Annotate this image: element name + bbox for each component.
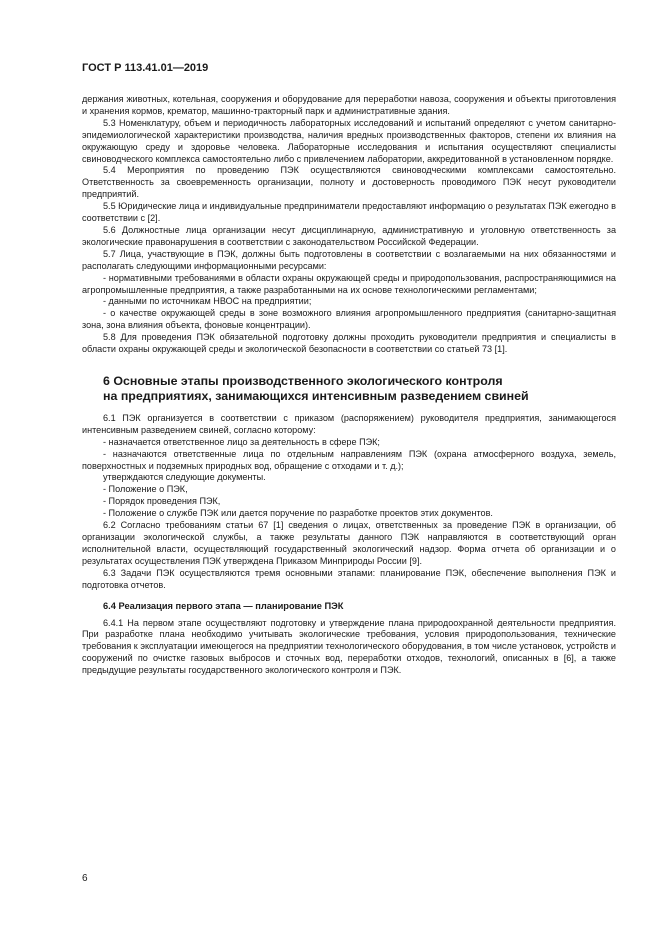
section-6-heading — [82, 374, 616, 404]
list-item: - Порядок проведения ПЭК, — [103, 496, 221, 507]
paragraph-5-7: 5.7 Лица, участвующие в ПЭК, должны быть подготовлены в соответствии с возлагаемыми на них обязанностями и располагать следующими информационными ресурсами: — [82, 248, 616, 271]
paragraph-5-8: 5.8 Для проведения ПЭК обязательной подготовку должны проходить руководители предприятия и специалисты в области охраны окружающей среды и экологической безопасности в соответствии со статьей 73 [1]. — [82, 332, 616, 355]
list-item: - Положение о службе ПЭК или дается поручение по разработке проектов этих документов. — [103, 508, 493, 519]
list-item: - назначаются ответственные лица по отдельным направлениям ПЭК (охрана атмосферного воздуха, земель, поверхностных и подземных природных вод, обращение с отходами и т. д.); — [82, 448, 616, 471]
document-header: ГОСТ Р 113.41.01—2019 — [82, 62, 209, 74]
list-item: - назначается ответственное лицо за деятельность в сфере ПЭК; — [103, 436, 380, 447]
section-6-title-line2: на предприятиях, занимающихся интенсивным разведением свиней — [103, 388, 529, 403]
list-item: - данными по источникам НВОС на предприятии; — [103, 296, 312, 307]
paragraph-6-1: 6.1 ПЭК организуется в соответствии с приказом (распоряжением) руководителя предприятия, занимающегося интенсивным разведением свиней, согласно которому: — [82, 412, 616, 435]
section-6-title-line1: 6 Основные этапы производственного экологического контроля — [103, 373, 503, 388]
paragraph-6-4-1: 6.4.1 На первом этапе осуществляют подготовку и утверждение плана природоохранной деятельности предприятия. При разработке плана необходимо учитывать экологические требования, условия природопользования, технические требования к эксплуатации имеющегося на предприятии технологического оборудования, в том числе установок, устройств и сооружений по очистке газовых выбросов и сточных вод, переработки отходов, технологий, описанных в [6], а также предыдущие результаты государственного экологического контроля и ПЭК. — [82, 617, 616, 676]
page-number: 6 — [82, 873, 88, 884]
list-item: - Положение о ПЭК, — [103, 484, 188, 495]
paragraph-6-2: 6.2 Согласно требованиям статьи 67 [1] сведения о лицах, ответственных за проведение ПЭК в организации, об организации экологической службы, а также результаты данного ПЭК направляются в соответствующий орган исполнительной власти, осуществляющий государственный экологический надзор. Форма отчета об организации и о результатах осуществления ПЭК утверждена Приказом Минприроды России [9]. — [82, 520, 616, 566]
paragraph-6-3: 6.3 Задачи ПЭК осуществляются тремя основными этапами: планирование ПЭК, обеспечение выполнения ПЭК и подготовка отчетов. — [82, 567, 616, 590]
list-item: - нормативными требованиями в области охраны окружающей среды и природопользования, распространяющимися на агропромышленные предприятия, а также разработанными на их основе технологическими регламентами; — [82, 272, 616, 295]
paragraph-5-3: 5.3 Номенклатуру, объем и периодичность лабораторных исследований и испытаний определяют с учетом санитарно-эпидемиологической характеристики производства, наличия вредных производственных факторов, степени их влияния на окружающую среду и здоровье человека. Лабораторные исследования и испытания осуществляют специалисты свиноводческого комплекса самостоятельно либо с привлечением лаборатории, аккредитованной в установленном порядке. — [82, 117, 616, 164]
paragraph-5-6: 5.6 Должностные лица организации несут дисциплинарную, административную и уголовную ответственность за экологические правонарушения в соответствии с законодательством Российской Федерации. — [82, 224, 616, 247]
paragraph: утверждаются следующие документы. — [103, 472, 266, 483]
paragraph: держания животных, котельная, сооружения и оборудование для переработки навоза, сооружения и объекты приготовления и хранения кормов, крематор, машинно-тракторный парк и административные здания. — [82, 94, 616, 116]
page-body — [82, 94, 616, 677]
paragraph-5-5: 5.5 Юридические лица и индивидуальные предприниматели предоставляют информацию о результатах ПЭК ежегодно в соответствии с [2]. — [82, 201, 616, 224]
list-item: - о качестве окружающей среды в зоне возможного влияния агропромышленного предприятия (санитарно-защитная зона, зона влияния объекта, фоновые концентрации). — [82, 308, 616, 331]
section-6-4-heading: 6.4 Реализация первого этапа — планирование ПЭК — [103, 600, 344, 611]
paragraph-5-4: 5.4 Мероприятия по проведению ПЭК осуществляются свиноводческими комплексами самостоятельно. Ответственность за своевременность организации, полноту и достоверность проводимого ПЭК несут руководители предприятий. — [82, 165, 616, 200]
